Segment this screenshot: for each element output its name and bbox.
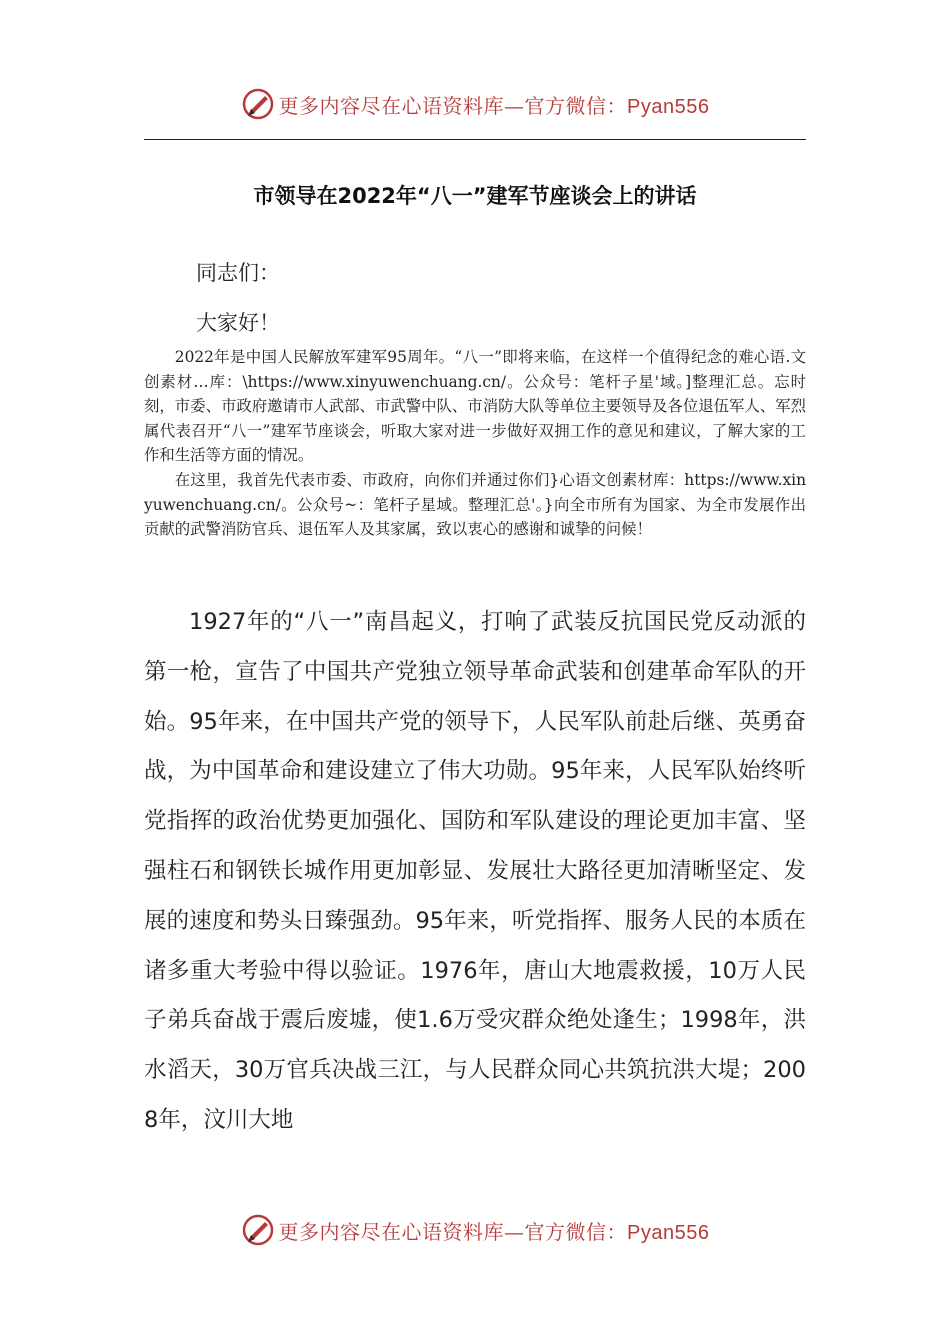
greeting: 大家好！: [196, 311, 280, 335]
pen-logo-icon: [241, 1213, 275, 1247]
body-section: [144, 598, 806, 1146]
header-divider: [144, 139, 806, 140]
intro-section: [144, 345, 806, 542]
pen-logo-icon: [241, 87, 275, 121]
salutation: 同志们：: [196, 261, 280, 285]
body-paragraph: 1927年的“八一”南昌起义，打响了武装反抗国民党反动派的第一枪，宣告了中国共产党独立领导革命武装和创建革命军队的开始。95年来，在中国共产党的领导下，人民军队前赴后继、英勇奋战，为中国革命和建设建立了伟大功勋。95年来，人民军队始终听党指挥的政治优势更加强化、国防和军队建设的理论更加丰富、坚强柱石和钢铁长城作用更加彰显、发展壮大路径更加清晰坚定、发展的速度和势头日臻强劲。95年来，听党指挥、服务人民的本质在诸多重大考验中得以验证。1976年，唐山大地震救援，10万人民子弟兵奋战于震后废墟，使1.6万受灾群众绝处逢生；1998年，洪水滔天，30万官兵决战三江，与人民群众同心共筑抗洪大堤；2008年，汶川大地: [144, 609, 806, 1133]
intro-paragraph-1: 2022年是中国人民解放军建军95周年。“八一”即将来临，在这样一个值得纪念的难心语.文创素材…库：\https://www.xinyuwenchuang.cn/。公众号：笔杆子星'域。]整理汇总。忘时刻，市委、市政府邀请市人武部、市武警中队、市消防大队等单位主要领导及各位退伍军人、军烈属代表召开“八一”建军节座谈会，听取大家对进一步做好双拥工作的意见和建议，了解大家的工作和生活等方面的情况。: [144, 348, 806, 465]
footer-banner: [0, 1210, 950, 1250]
header-banner: [0, 84, 950, 124]
page-title: 市领导在2022年“八一”建军节座谈会上的讲话: [253, 184, 697, 208]
intro-paragraph-2: 在这里，我首先代表市委、市政府，向你们并通过你们}心语文创素材库：https://www.xinyuwenchuang.cn/。公众号~：笔杆子星域。整理汇总'。}向全市所有为国家、为全市发展作出贡献的武警消防官兵、退伍军人及其家属，致以衷心的感谢和诚挚的问候！: [144, 470, 806, 539]
footer-banner-text: 更多内容尽在心语资料库—官方微信：Pyan556: [278, 1219, 710, 1244]
header-banner-text: 更多内容尽在心语资料库—官方微信：Pyan556: [278, 93, 710, 118]
